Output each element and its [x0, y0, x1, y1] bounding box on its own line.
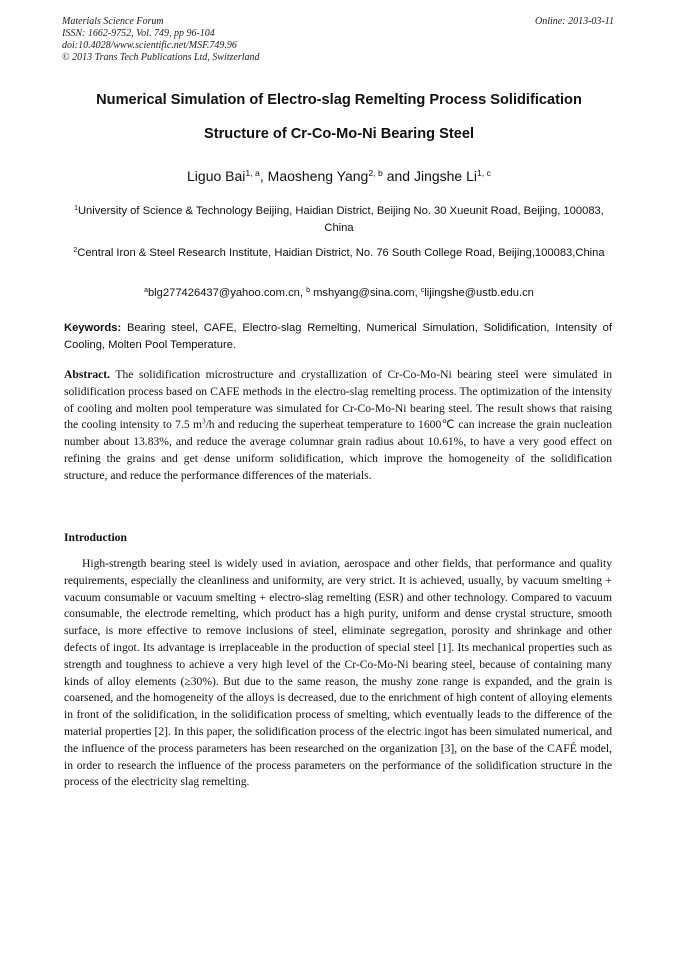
email-link[interactable]: mshyang@sina.com,	[309, 287, 421, 299]
paper-title-line-2: Structure of Cr-Co-Mo-Ni Bearing Steel	[204, 126, 474, 142]
author-affiliation-mark: 1, a	[245, 167, 260, 178]
affiliation-2	[60, 245, 618, 262]
abstract-paragraph	[64, 367, 612, 485]
email-mark: a	[144, 286, 148, 294]
author-affiliation-mark: 1, c	[477, 167, 491, 178]
copyright-line: © 2013 Trans Tech Publications Ltd, Switzerland	[62, 52, 260, 63]
online-date: Online: 2013-03-11	[535, 16, 614, 27]
abstract-label: Abstract.	[64, 368, 111, 381]
author-name: Liguo Bai	[187, 168, 246, 184]
journal-header	[62, 16, 260, 64]
paper-title-line-1: Numerical Simulation of Electro-slag Remelting Process Solidification	[96, 92, 582, 108]
abstract-text-continued: /h and reducing the superheat temperature to 1600℃ can increase the grain nucleation number about 13.83%, and reduce the average columnar grain radius about 10.61%, to have a very good effect on refining the grains and get dense uniform solidification, which improve the homogeneity of the solidification structure, and reduce the performance differences of the materials.	[64, 418, 612, 482]
keywords-text: Bearing steel, CAFE, Electro-slag Remelting, Numerical Simulation, Solidification, Intensity of Cooling, Molten Pool Temperature.	[64, 322, 612, 351]
email-mark: b	[306, 286, 310, 294]
author-emails	[40, 287, 638, 299]
abstract-text: The solidification microstructure and crystallization of Cr-Co-Mo-Ni bearing steel were simulated in solidification process based on CAFE methods in the electro-slag remelting process. The optimization of the intensity of cooling and molten pool temperature was simulated for Cr-Co-Mo-Ni bearing steel. The result shows that raising the cooling intensity to 7.5 m	[64, 368, 612, 432]
email-mark: c	[420, 286, 425, 294]
author-list	[40, 168, 638, 184]
journal-name: Materials Science Forum	[62, 16, 164, 27]
author-separator: ,	[259, 168, 268, 184]
abstract-superscript: 3	[201, 418, 206, 427]
affiliation-text: University of Science & Technology Beijing, Haidian District, Beijing No. 30 Xueunit Road, Beijing, 100083, China	[77, 205, 604, 234]
affiliation-1	[60, 203, 618, 237]
doi-link[interactable]: doi:10.4028/www.scientific.net/MSF.749.96	[62, 40, 237, 51]
introduction-paragraph: High-strength bearing steel is widely used in aviation, aerospace and other fields, that performance and quality requirements, especially the cleanliness and uniformity, are very strict. It is achieved, usually, by vacuum smelting + vacuum consumable or vacuum smelting + electro-slag remelting (ESR) and other technology. Compared to vacuum consumable, the electrode remelting, which product has a high purity, uniform and dense crystal structure, smooth surface, is more effective to remove inclusions of steel, eliminate segregation, porosity and shrinkage and other defects of ingot. Its advantage is irreplaceable in the production of special steel [1]. Its mechanical properties such as strength and toughness to achieve a very high level of the Cr-Co-Mo-Ni bearing steel, because of containing many kinds of alloy elements (≥30%). But due to the same reason, the mushy zone range is expanded, and the grain is coarsened, and the homogeneity of the alloys is decreased, due to the enrichment of high content of alloying elements in front of the solidification, in the solidification process of smelting, which eventually leads to the difference of the material properties [2]. In this paper, the solidification process of the electric ingot has been simulated numerical, and the influence of the process parameters has been researched on the organization [3], on the base of the CAFÉ model, in order to research the influence of the process parameters on the performance of the solidification structure in the process of the electricity slag remelting.	[64, 557, 612, 789]
affiliation-mark: 1	[74, 204, 78, 212]
author-separator: and	[382, 168, 414, 184]
email-link[interactable]: lijingshe@ustb.edu.cn	[424, 287, 534, 299]
keywords-label: Keywords:	[64, 322, 122, 334]
author-affiliation-mark: 2, b	[368, 167, 383, 178]
affiliation-mark: 2	[73, 246, 78, 254]
keywords-paragraph	[64, 320, 612, 354]
author-name: Jingshe Li	[413, 168, 477, 184]
issn-line: ISSN: 1662-9752, Vol. 749, pp 96-104	[62, 28, 215, 39]
author-name: Maosheng Yang	[267, 168, 369, 184]
introduction-heading: Introduction	[64, 531, 127, 544]
email-link[interactable]: blg277426437@yahoo.com.cn,	[147, 287, 307, 299]
affiliation-text: Central Iron & Steel Research Institute, Haidian District, No. 76 South College Road, Beijing,100083,China	[77, 247, 605, 259]
